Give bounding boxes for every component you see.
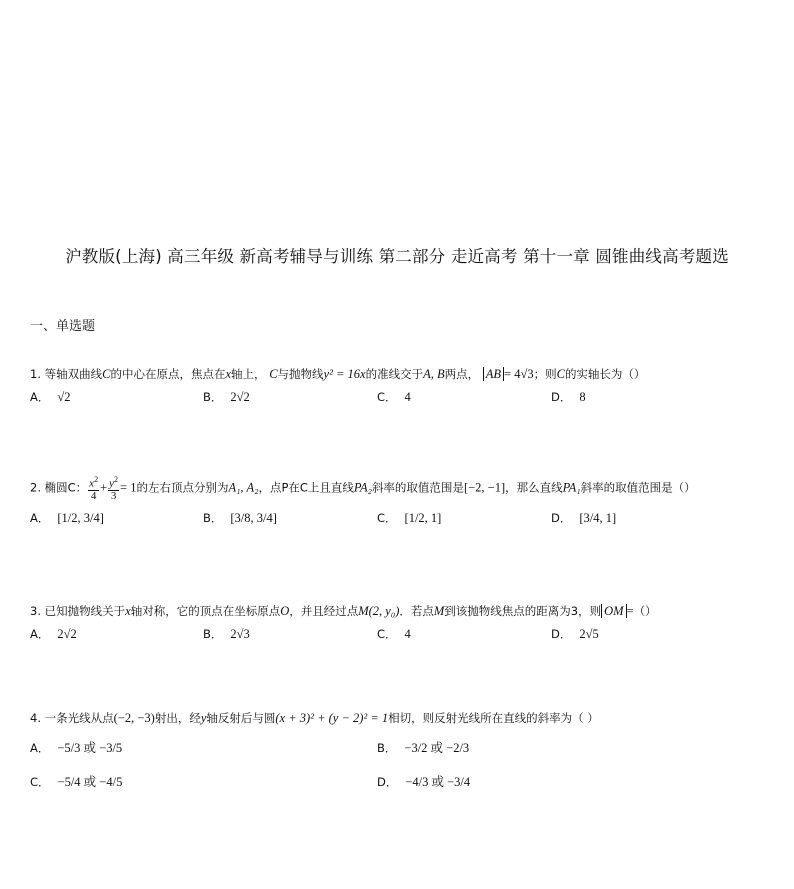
q3-math-M: M(2, y₀)	[358, 604, 400, 618]
q1-math-parabola: y² = 16x	[323, 367, 366, 381]
option-label: C．	[377, 511, 397, 525]
q2-math-A1A2: A₁, A₂	[228, 480, 259, 495]
option-value: [3/8, 3/4]	[230, 511, 277, 525]
q1-math-C3: C	[556, 367, 565, 381]
option-label: B．	[203, 511, 223, 525]
option-label: A．	[30, 627, 50, 641]
q2-text-b: 的左右顶点分别为	[136, 480, 229, 495]
q4-text-a: 4. 一条光线从点	[30, 711, 114, 725]
q1-math-eq: = 4√3	[504, 367, 534, 381]
q4-math-circle: (x + 3)² + (y − 2)² = 1	[275, 711, 389, 725]
question-3	[30, 603, 657, 619]
option-label: B．	[203, 390, 223, 404]
section-heading: 一、单选题	[30, 319, 96, 334]
q2-text-f: 斜率的取值范围是（）	[580, 480, 696, 495]
option-value: [3/4, 1]	[579, 511, 617, 525]
q1-text-b: 的中心在原点，焦点在	[110, 367, 226, 381]
q3-text-d: ．若点	[399, 604, 434, 618]
q4-option-a[interactable]	[30, 738, 122, 756]
q4-option-b[interactable]	[377, 738, 469, 756]
option-value: −4/3 或 −3/4	[405, 775, 471, 789]
q1-text-f: 两点，	[444, 367, 480, 381]
q2-frac-x2-4: $\frac{x^2}{4}$	[89, 475, 99, 502]
q4-text-b: 射出，经	[154, 711, 201, 725]
question-4	[30, 710, 599, 726]
q1-text-h: 的实轴长为（）	[564, 367, 646, 381]
q1-math-absAB: AB	[483, 367, 504, 381]
option-value: [1/2, 1]	[404, 511, 442, 525]
option-label: D．	[551, 511, 572, 525]
q1-text-e: 的准线交于	[365, 367, 424, 381]
question-2: 2. 椭圆C： $\frac{x^2}{4}$ + $\frac{y^2}{3}$ = 1的左右顶点分别为A₁, A₂，点P在C上且直线PA₂斜率的取值范围是[−2, −1]，那么直线PA₁斜率的取值范围是（）	[30, 475, 696, 502]
q1-option-d[interactable]	[551, 389, 586, 405]
q2-option-b[interactable]	[203, 510, 277, 526]
q3-option-b[interactable]	[203, 626, 250, 642]
option-label: B．	[377, 741, 397, 755]
option-label: C．	[377, 627, 397, 641]
q3-math-M2: M	[433, 604, 445, 618]
option-label: A．	[30, 390, 50, 404]
q2-frac-y2-3: $\frac{y^2}{3}$	[109, 475, 119, 502]
q1-math-x: x	[225, 367, 232, 381]
q3-text-b: 轴对称，它的顶点在坐标原点	[130, 604, 281, 618]
q1-option-c[interactable]	[377, 389, 411, 405]
q4-option-d[interactable]	[377, 772, 470, 790]
q2-option-c[interactable]	[377, 510, 441, 526]
q1-text-d: 与抛物线	[277, 367, 324, 381]
option-label: C．	[377, 390, 397, 404]
q4-text-d: 相切，则反射光线所在直线的斜率为（ ）	[388, 711, 599, 725]
option-label: D．	[551, 627, 572, 641]
option-value: 2√2	[230, 390, 250, 404]
q2-text-a: 2. 椭圆C：	[30, 480, 88, 495]
option-label: D．	[377, 775, 398, 789]
option-label: B．	[203, 627, 223, 641]
option-value: 2√2	[57, 627, 77, 641]
option-value: −5/3 或 −3/5	[57, 741, 123, 755]
q4-text-c: 轴反射后与圆	[206, 711, 276, 725]
q3-math-eq: =	[626, 604, 634, 618]
option-value: 2√5	[579, 627, 599, 641]
q1-text-c: 轴上，	[231, 367, 266, 381]
q3-text-f: （）	[633, 604, 657, 618]
q3-math-OM: OM	[601, 604, 626, 618]
option-value: 2√3	[230, 627, 250, 641]
option-label: D．	[551, 390, 572, 404]
option-value: 4	[404, 627, 411, 641]
q4-math-point: (−2, −3)	[113, 711, 155, 725]
q1-option-b[interactable]	[203, 389, 250, 405]
q2-math-range: [−2, −1]	[463, 480, 506, 495]
q2-option-d[interactable]	[551, 510, 616, 526]
q2-math-PA2: PA₂	[353, 480, 372, 495]
q2-text-e: ，那么直线	[505, 480, 563, 495]
q1-math-AB: A, B	[423, 367, 445, 381]
q1-math-C2: C	[269, 367, 278, 381]
option-value: 4	[404, 390, 411, 404]
q3-option-d[interactable]	[551, 626, 599, 642]
option-value: √2	[57, 390, 71, 404]
option-label: A．	[30, 741, 50, 755]
q3-text-e: 到该抛物线焦点的距离为3，则	[444, 604, 602, 618]
q3-math-x: x	[125, 604, 131, 618]
q3-text-c: ，并且经过点	[289, 604, 359, 618]
option-value: −3/2 或 −2/3	[404, 741, 470, 755]
q3-math-O: O	[280, 604, 290, 618]
option-value: −5/4 或 −4/5	[57, 775, 123, 789]
q1-math-C: C	[102, 367, 111, 381]
q4-option-c[interactable]	[30, 772, 122, 790]
question-1	[30, 366, 645, 382]
q3-text-a: 3. 已知抛物线关于	[30, 604, 126, 618]
q2-math-eq: = 1	[120, 480, 137, 495]
q2-math-PA1: PA₁	[562, 480, 581, 495]
option-value: [1/2, 3/4]	[57, 511, 104, 525]
q2-text-d: 斜率的取值范围是	[371, 480, 464, 495]
option-label: C．	[30, 775, 50, 789]
q2-option-a[interactable]	[30, 510, 104, 526]
option-value: 8	[579, 390, 586, 404]
option-label: A．	[30, 511, 50, 525]
q1-option-a[interactable]	[30, 389, 71, 405]
q3-option-c[interactable]	[377, 626, 411, 642]
q3-option-a[interactable]	[30, 626, 77, 642]
q4-math-y: y	[200, 711, 207, 725]
q1-text-a: 1. 等轴双曲线	[30, 367, 103, 381]
q2-text-c: ，点P在C上且直线	[258, 480, 354, 495]
document-title: 沪教版(上海) 高三年级 新高考辅导与训练 第二部分 走近高考 第十一章 圆锥曲线高考题选	[65, 247, 729, 266]
q1-text-g: ；则	[533, 367, 557, 381]
